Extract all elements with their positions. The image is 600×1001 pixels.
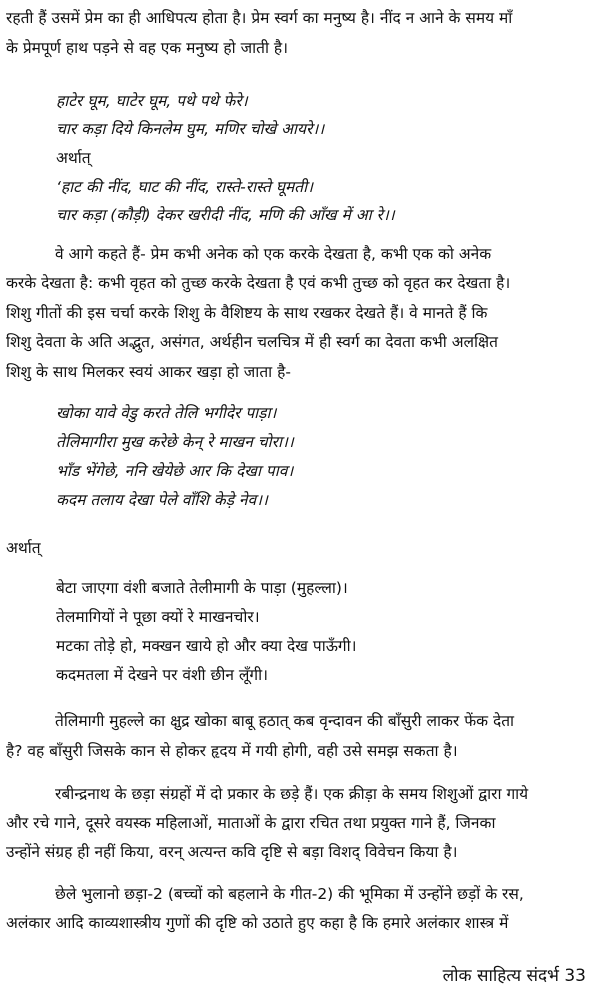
verse-line: तेलिमागीरा मुख करेछे केन् रे माखन चोरा।। <box>56 433 294 451</box>
verse-line: चार कड़ा दिये किनलेम घुम, मणिर चोखे आयरे।। <box>56 120 325 138</box>
paragraph-line: शिशु के साथ मिलकर स्वयं आकर खड़ा हो जाता है- <box>6 363 291 381</box>
translation-line: कदमतला में देखने पर वंशी छीन लूँगी। <box>56 666 269 684</box>
paragraph-line: वे आगे कहते हैं- प्रेम कभी अनेक को एक करके देखता है, कभी एक को अनेक <box>55 245 492 263</box>
arthat-label: अर्थात् <box>6 539 41 557</box>
translation-line: तेलमागियों ने पूछा क्यों रे माखनचोर। <box>56 608 260 626</box>
paragraph-line: और रचे गाने, दूसरे वयस्क महिलाओं, माताओं के द्वारा रचित तथा प्रयुक्त गाने हैं, जिनका <box>6 814 496 832</box>
paragraph-line: तेलिमागी मुहल्ले का क्षुद्र खोका बाबू हठात् कब वृन्दावन की बाँसुरी लाकर फेंक देता <box>55 712 515 730</box>
verse-line: खोका यावे वेडु करते तेलि भगीदेर पाड़ा। <box>56 404 277 422</box>
paragraph-line: रहती हैं उसमें प्रेम का ही आधिपत्य होता है। प्रेम स्वर्ग का मनुष्य है। नींद न आने के समय माँ <box>6 9 513 27</box>
paragraph-line: के प्रेमपूर्ण हाथ पड़ने से वह एक मनुष्य हो जाती है। <box>6 39 289 57</box>
verse-line: भाँड भेंगेछे, ननि खेयेछे आर कि देखा पाव। <box>56 462 294 480</box>
translation-line: चार कड़ा (कौड़ी) देकर खरीदी नींद, मणि की आँख में आ रे।। <box>56 206 395 224</box>
paragraph-line: अलंकार आदि काव्यशास्त्रीय गुणों की दृष्टि को उठाते हुए कहा है कि हमारे अलंकार शास्त्र में <box>6 914 509 932</box>
paragraph-line: उन्होंने संग्रह ही नहीं किया, वरन् अत्यन्त कवि दृष्टि से बड़ा विशद् विवेचन किया है। <box>6 843 458 861</box>
arthat-label: अर्थात् <box>56 149 91 167</box>
page-footer: लोक साहित्य संदर्भ 33 <box>442 966 586 986</box>
paragraph-line: रबीन्द्रनाथ के छड़ा संग्रहों में दो प्रकार के छड़े हैं। एक क्रीड़ा के समय शिशुओं द्वारा गाये <box>55 785 529 803</box>
paragraph-line: छेले भुलानो छड़ा-2 (बच्चों को बहलाने के गीत-2) की भूमिका में उन्होंने छड़ों के रस, <box>55 885 524 903</box>
translation-line: बेटा जाएगा वंशी बजाते तेलीमागी के पाड़ा (मुहल्ला)। <box>56 579 348 597</box>
paragraph-line: है? वह बाँसुरी जिसके कान से होकर हृदय में गयी होगी, वही उसे समझ सकता है। <box>6 742 458 760</box>
verse-line: कदम तलाय देखा पेले वाँशि केड़े नेव।। <box>56 491 268 509</box>
verse-line: हाटेर घूम, घाटेर घूम, पथे पथे फेरे। <box>56 92 248 110</box>
translation-line: ‘हाट की नींद, घाट की नींद, रास्ते-रास्ते घूमती। <box>56 178 314 196</box>
paragraph-line: करके देखता है: कभी वृहत को तुच्छ करके देखता है एवं कभी तुच्छ को वृहत कर देखता है। <box>6 274 511 292</box>
translation-line: मटका तोड़े हो, मक्खन खाये हो और क्या देख पाऊँगी। <box>56 637 357 655</box>
paragraph-line: शिशु गीतों की इस चर्चा करके शिशु के वैशिष्टय के साथ रखकर देखते हैं। वे मानते हैं कि <box>6 304 488 322</box>
paragraph-line: शिशु देवता के अति अद्भुत, असंगत, अर्थहीन चलचित्र में ही स्वर्ग का देवता कभी अलक्षित <box>6 333 499 351</box>
